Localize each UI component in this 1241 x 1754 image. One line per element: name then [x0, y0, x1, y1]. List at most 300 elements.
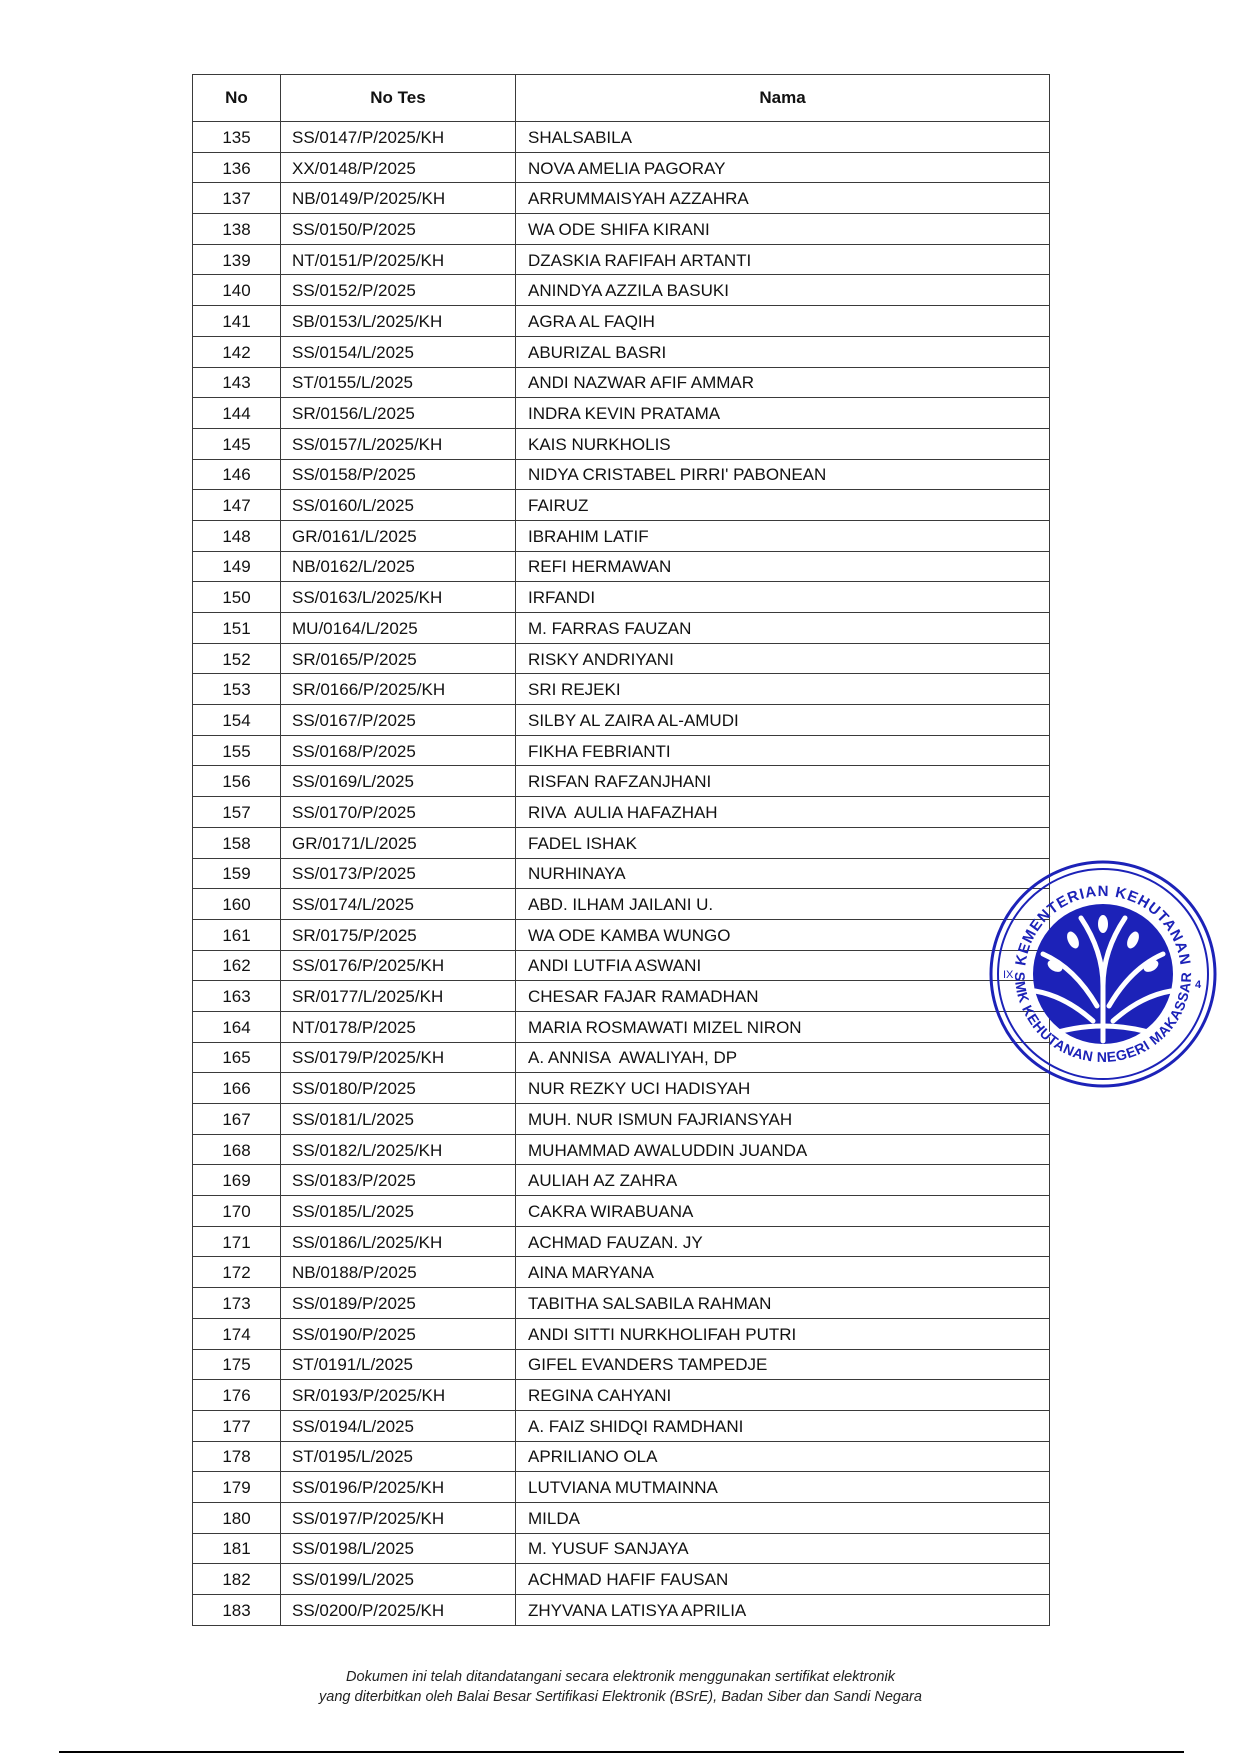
- cell-nama-text: AULIAH AZ ZAHRA: [528, 1171, 678, 1191]
- cell-no-text: 162: [222, 956, 251, 976]
- cell-no-tes: [281, 766, 516, 797]
- table-row: [193, 1196, 1050, 1227]
- table-row: [193, 613, 1050, 644]
- cell-no: [193, 950, 281, 981]
- cell-nama: [516, 551, 1050, 582]
- cell-no-tes: [281, 827, 516, 858]
- cell-no-tes-text: SR/0175/P/2025: [292, 925, 417, 945]
- cell-nama-text: ANINDYA AZZILA BASUKI: [528, 281, 729, 301]
- cell-nama: [516, 735, 1050, 766]
- cell-no-text: 167: [222, 1109, 251, 1129]
- table-row: [193, 1349, 1050, 1380]
- cell-no: [193, 705, 281, 736]
- cell-no: [193, 1104, 281, 1135]
- e-signature-notice: [0, 1667, 1241, 1707]
- cell-no: [193, 1410, 281, 1441]
- cell-nama-text: MILDA: [528, 1508, 580, 1528]
- cell-no: [193, 306, 281, 337]
- cell-no-text: 156: [222, 772, 251, 792]
- cell-no-tes-text: SS/0194/L/2025: [292, 1416, 414, 1436]
- stamp-left-mark: IX: [1003, 969, 1014, 981]
- cell-nama-text: NUR REZKY UCI HADISYAH: [528, 1079, 751, 1099]
- cell-no-tes-text: SS/0150/P/2025: [292, 219, 416, 239]
- cell-no-text: 155: [222, 741, 251, 761]
- cell-no-text: 178: [222, 1447, 251, 1467]
- cell-nama-text: ANDI LUTFIA ASWANI: [528, 956, 702, 976]
- table-row: [193, 981, 1050, 1012]
- cell-nama-text: A. ANNISA AWALIYAH, DP: [528, 1048, 738, 1068]
- table-row: [193, 766, 1050, 797]
- table-row: [193, 244, 1050, 275]
- cell-no-tes-text: NT/0178/P/2025: [292, 1017, 416, 1037]
- cell-no-tes: [281, 1502, 516, 1533]
- cell-no-tes-text: ST/0155/L/2025: [292, 373, 413, 393]
- cell-no: [193, 582, 281, 613]
- cell-no-tes: [281, 1472, 516, 1503]
- cell-no-tes-text: SS/0160/L/2025: [292, 496, 414, 516]
- cell-no: [193, 1073, 281, 1104]
- cell-no: [193, 1502, 281, 1533]
- table-row: [193, 858, 1050, 889]
- table-row: [193, 1073, 1050, 1104]
- cell-no-tes: [281, 1564, 516, 1595]
- cell-no: [193, 889, 281, 920]
- cell-nama: [516, 459, 1050, 490]
- cell-nama-text: APRILIANO OLA: [528, 1447, 658, 1467]
- cell-no-text: 150: [222, 588, 251, 608]
- cell-no-text: 153: [222, 680, 251, 700]
- cell-nama-text: NURHINAYA: [528, 864, 626, 884]
- table-row: [193, 214, 1050, 245]
- cell-nama: [516, 1410, 1050, 1441]
- cell-no: [193, 398, 281, 429]
- table-row: [193, 1318, 1050, 1349]
- school-stamp: [985, 856, 1221, 1092]
- cell-nama: [516, 1073, 1050, 1104]
- cell-no: [193, 122, 281, 153]
- table-row: [193, 1134, 1050, 1165]
- cell-nama: [516, 582, 1050, 613]
- cell-no-text: 166: [222, 1079, 251, 1099]
- table-row: [193, 1165, 1050, 1196]
- cell-no: [193, 613, 281, 644]
- cell-no-tes-text: SS/0186/L/2025/KH: [292, 1232, 443, 1252]
- cell-nama-text: M. YUSUF SANJAYA: [528, 1539, 689, 1559]
- cell-no-tes-text: SS/0182/L/2025/KH: [292, 1140, 443, 1160]
- cell-no-tes: [281, 1288, 516, 1319]
- cell-no-tes-text: SS/0200/P/2025/KH: [292, 1600, 445, 1620]
- cell-no-tes-text: SS/0154/L/2025: [292, 342, 414, 362]
- cell-nama: [516, 306, 1050, 337]
- table-row: [193, 1502, 1050, 1533]
- cell-nama-text: NOVA AMELIA PAGORAY: [528, 158, 726, 178]
- cell-no-tes: [281, 1134, 516, 1165]
- cell-no-tes-text: NB/0149/P/2025/KH: [292, 189, 446, 209]
- cell-no-tes-text: ST/0195/L/2025: [292, 1447, 413, 1467]
- cell-no-tes: [281, 1226, 516, 1257]
- cell-nama: [516, 1349, 1050, 1380]
- cell-no-tes: [281, 1042, 516, 1073]
- cell-no-tes: [281, 981, 516, 1012]
- cell-nama-text: M. FARRAS FAUZAN: [528, 618, 692, 638]
- cell-no: [193, 643, 281, 674]
- cell-no-tes-text: SS/0167/P/2025: [292, 710, 416, 730]
- table-row: [193, 1564, 1050, 1595]
- cell-nama: [516, 367, 1050, 398]
- cell-nama: [516, 275, 1050, 306]
- cell-nama: [516, 950, 1050, 981]
- cell-nama-text: ANDI NAZWAR AFIF AMMAR: [528, 373, 755, 393]
- table-row: [193, 183, 1050, 214]
- table-row: [193, 490, 1050, 521]
- cell-no-tes: [281, 1349, 516, 1380]
- table-row: [193, 1595, 1050, 1626]
- cell-no-text: 174: [222, 1324, 251, 1344]
- cell-no-tes-text: SS/0190/P/2025: [292, 1324, 416, 1344]
- cell-no-tes-text: SS/0163/L/2025/KH: [292, 588, 443, 608]
- cell-nama: [516, 490, 1050, 521]
- cell-no: [193, 367, 281, 398]
- cell-nama-text: A. FAIZ SHIDQI RAMDHANI: [528, 1416, 744, 1436]
- cell-no-tes-text: NB/0188/P/2025: [292, 1263, 417, 1283]
- cell-nama-text: ZHYVANA LATISYA APRILIA: [528, 1600, 747, 1620]
- table-row: [193, 674, 1050, 705]
- cell-nama: [516, 214, 1050, 245]
- cell-no-text: 173: [222, 1293, 251, 1313]
- table-row: [193, 889, 1050, 920]
- cell-no-text: 168: [222, 1140, 251, 1160]
- cell-no-tes-text: SR/0177/L/2025/KH: [292, 987, 444, 1007]
- cell-no-tes: [281, 490, 516, 521]
- cell-no-text: 169: [222, 1171, 251, 1191]
- table-row: [193, 1042, 1050, 1073]
- cell-no-text: 141: [222, 311, 251, 331]
- cell-no-tes: [281, 336, 516, 367]
- cell-nama-text: SRI REJEKI: [528, 680, 621, 700]
- cell-no-text: 177: [222, 1416, 251, 1436]
- cell-no: [193, 1257, 281, 1288]
- cell-no-tes: [281, 674, 516, 705]
- cell-no-text: 176: [222, 1386, 251, 1406]
- cell-nama-text: RIVA AULIA HAFAZHAH: [528, 802, 718, 822]
- cell-nama-text: RISKY ANDRIYANI: [528, 649, 674, 669]
- header-no: No: [193, 75, 281, 122]
- stamp-bottom-text: SMK KEHUTANAN NEGERI MAKASSAR: [1011, 971, 1195, 1066]
- header-nama: Nama: [516, 75, 1050, 122]
- cell-no: [193, 1533, 281, 1564]
- cell-no-text: 172: [222, 1263, 251, 1283]
- cell-no-tes: [281, 858, 516, 889]
- cell-no-text: 154: [222, 710, 251, 730]
- cell-no: [193, 1595, 281, 1626]
- e-signature-line-2: yang diterbitkan oleh Balai Besar Sertifikasi Elektronik (BSrE), Badan Siber dan Sandi Negara: [319, 1689, 922, 1705]
- cell-nama: [516, 1595, 1050, 1626]
- cell-nama: [516, 398, 1050, 429]
- table-row: [193, 398, 1050, 429]
- cell-no: [193, 1349, 281, 1380]
- cell-nama-text: FAIRUZ: [528, 496, 589, 516]
- cell-nama: [516, 1472, 1050, 1503]
- cell-nama: [516, 674, 1050, 705]
- participant-table: [192, 74, 1050, 1626]
- cell-nama-text: SILBY AL ZAIRA AL-AMUDI: [528, 710, 739, 730]
- cell-no-tes: [281, 459, 516, 490]
- cell-no-text: 147: [222, 496, 251, 516]
- cell-nama: [516, 827, 1050, 858]
- cell-no-tes: [281, 1595, 516, 1626]
- cell-no-text: 160: [222, 895, 251, 915]
- cell-no-text: 164: [222, 1017, 251, 1037]
- cell-no-tes-text: GR/0161/L/2025: [292, 526, 417, 546]
- cell-no-tes-text: SR/0193/P/2025/KH: [292, 1386, 446, 1406]
- table-row: [193, 428, 1050, 459]
- cell-nama: [516, 1288, 1050, 1319]
- cell-no-text: 142: [222, 342, 251, 362]
- cell-no-text: 179: [222, 1478, 251, 1498]
- table-row: [193, 827, 1050, 858]
- table-row: [193, 1288, 1050, 1319]
- cell-no-tes-text: SS/0181/L/2025: [292, 1109, 414, 1129]
- cell-nama-text: FADEL ISHAK: [528, 833, 637, 853]
- cell-nama-text: ABURIZAL BASRI: [528, 342, 667, 362]
- cell-nama: [516, 766, 1050, 797]
- table-row: [193, 1011, 1050, 1042]
- cell-nama-text: GIFEL EVANDERS TAMPEDJE: [528, 1355, 768, 1375]
- table-row: [193, 705, 1050, 736]
- cell-no-tes: [281, 1165, 516, 1196]
- cell-no: [193, 428, 281, 459]
- cell-no-tes: [281, 1441, 516, 1472]
- cell-no-text: 144: [222, 404, 251, 424]
- cell-nama-text: ACHMAD FAUZAN. JY: [528, 1232, 703, 1252]
- cell-no-tes-text: SS/0197/P/2025/KH: [292, 1508, 445, 1528]
- table-row: [193, 1226, 1050, 1257]
- cell-no-text: 159: [222, 864, 251, 884]
- cell-no: [193, 1196, 281, 1227]
- cell-no: [193, 674, 281, 705]
- cell-no-text: 158: [222, 833, 251, 853]
- cell-nama: [516, 1011, 1050, 1042]
- cell-nama-text: IBRAHIM LATIF: [528, 526, 649, 546]
- cell-nama-text: MARIA ROSMAWATI MIZEL NIRON: [528, 1017, 802, 1037]
- cell-no-text: 181: [222, 1539, 251, 1559]
- cell-nama-text: ABD. ILHAM JAILANI U.: [528, 895, 714, 915]
- cell-no-text: 175: [222, 1355, 251, 1375]
- cell-nama: [516, 889, 1050, 920]
- cell-no-tes-text: SS/0176/P/2025/KH: [292, 956, 445, 976]
- cell-no-text: 180: [222, 1508, 251, 1528]
- cell-no: [193, 1134, 281, 1165]
- cell-nama-text: IRFANDI: [528, 588, 596, 608]
- cell-no-tes: [281, 152, 516, 183]
- table-row: [193, 1533, 1050, 1564]
- cell-no-tes-text: SR/0156/L/2025: [292, 404, 415, 424]
- cell-no-tes-text: SS/0189/P/2025: [292, 1293, 416, 1313]
- cell-no: [193, 1288, 281, 1319]
- cell-no-text: 152: [222, 649, 251, 669]
- cell-no-tes: [281, 520, 516, 551]
- cell-no-tes: [281, 1104, 516, 1135]
- cell-nama: [516, 1226, 1050, 1257]
- cell-nama: [516, 336, 1050, 367]
- table-row: [193, 275, 1050, 306]
- cell-no-tes-text: GR/0171/L/2025: [292, 833, 417, 853]
- cell-nama-text: WA ODE SHIFA KIRANI: [528, 219, 710, 239]
- cell-no: [193, 1380, 281, 1411]
- cell-no-text: 139: [222, 250, 251, 270]
- cell-nama: [516, 705, 1050, 736]
- table-row: [193, 582, 1050, 613]
- table-row: [193, 1441, 1050, 1472]
- cell-nama-text: RISFAN RAFZANJHANI: [528, 772, 712, 792]
- cell-nama-text: NIDYA CRISTABEL PIRRI' PABONEAN: [528, 465, 827, 485]
- cell-no-text: 146: [222, 465, 251, 485]
- cell-no-tes-text: SS/0158/P/2025: [292, 465, 416, 485]
- cell-no-text: 140: [222, 281, 251, 301]
- cell-no-tes: [281, 582, 516, 613]
- cell-no-tes: [281, 428, 516, 459]
- cell-no-tes: [281, 1073, 516, 1104]
- cell-nama: [516, 1533, 1050, 1564]
- cell-nama-text: CHESAR FAJAR RAMADHAN: [528, 987, 759, 1007]
- cell-no-tes: [281, 643, 516, 674]
- cell-nama: [516, 1380, 1050, 1411]
- cell-no: [193, 336, 281, 367]
- cell-nama: [516, 1564, 1050, 1595]
- cell-no-tes: [281, 1011, 516, 1042]
- cell-nama-text: CAKRA WIRABUANA: [528, 1201, 694, 1221]
- cell-nama-text: FIKHA FEBRIANTI: [528, 741, 671, 761]
- cell-no-tes-text: SS/0198/L/2025: [292, 1539, 414, 1559]
- cell-no: [193, 919, 281, 950]
- cell-no-text: 163: [222, 987, 251, 1007]
- cell-no-tes: [281, 183, 516, 214]
- cell-no-tes: [281, 919, 516, 950]
- cell-no: [193, 490, 281, 521]
- stamp-right-mark: 4: [1195, 979, 1202, 991]
- cell-no: [193, 459, 281, 490]
- cell-no-text: 183: [222, 1600, 251, 1620]
- cell-no-tes: [281, 551, 516, 582]
- cell-nama-text: DZASKIA RAFIFAH ARTANTI: [528, 250, 752, 270]
- cell-nama-text: REGINA CAHYANI: [528, 1386, 672, 1406]
- cell-no: [193, 1564, 281, 1595]
- cell-no-tes-text: SS/0196/P/2025/KH: [292, 1478, 445, 1498]
- cell-no-tes-text: SR/0165/P/2025: [292, 649, 417, 669]
- cell-no-tes-text: SS/0179/P/2025/KH: [292, 1048, 445, 1068]
- cell-no-tes: [281, 306, 516, 337]
- cell-no-tes-text: SS/0180/P/2025: [292, 1079, 416, 1099]
- header-no-tes: No Tes: [281, 75, 516, 122]
- cell-nama: [516, 1196, 1050, 1227]
- cell-nama-text: LUTVIANA MUTMAINNA: [528, 1478, 718, 1498]
- cell-nama-text: ARRUMMAISYAH AZZAHRA: [528, 189, 749, 209]
- cell-no: [193, 152, 281, 183]
- cell-no-tes-text: SS/0169/L/2025: [292, 772, 414, 792]
- cell-no-tes: [281, 1533, 516, 1564]
- cell-nama-text: MUH. NUR ISMUN FAJRIANSYAH: [528, 1109, 793, 1129]
- cell-no-tes-text: MU/0164/L/2025: [292, 618, 418, 638]
- cell-no: [193, 735, 281, 766]
- cell-no: [193, 827, 281, 858]
- cell-no: [193, 981, 281, 1012]
- cell-nama: [516, 1165, 1050, 1196]
- cell-no-text: 151: [222, 618, 251, 638]
- cell-no-text: 145: [222, 434, 251, 454]
- cell-no-tes-text: SS/0157/L/2025/KH: [292, 434, 443, 454]
- cell-no-tes: [281, 1318, 516, 1349]
- table-row: [193, 551, 1050, 582]
- cell-no-text: 136: [222, 158, 251, 178]
- cell-no-text: 182: [222, 1570, 251, 1590]
- cell-nama-text: AINA MARYANA: [528, 1263, 654, 1283]
- cell-nama-text: WA ODE KAMBA WUNGO: [528, 925, 731, 945]
- table-row: [193, 735, 1050, 766]
- cell-no-text: 138: [222, 219, 251, 239]
- table-row: [193, 1380, 1050, 1411]
- cell-nama: [516, 1134, 1050, 1165]
- cell-no-tes-text: SB/0153/L/2025/KH: [292, 311, 443, 331]
- cell-no-tes-text: SS/0170/P/2025: [292, 802, 416, 822]
- table-row: [193, 919, 1050, 950]
- cell-no: [193, 797, 281, 828]
- cell-no-tes: [281, 244, 516, 275]
- cell-nama: [516, 1104, 1050, 1135]
- cell-nama: [516, 1318, 1050, 1349]
- cell-nama: [516, 428, 1050, 459]
- cell-no-tes: [281, 1196, 516, 1227]
- table-row: [193, 797, 1050, 828]
- cell-nama: [516, 643, 1050, 674]
- cell-no-text: 143: [222, 373, 251, 393]
- cell-no-tes: [281, 735, 516, 766]
- cell-no: [193, 551, 281, 582]
- cell-no-tes: [281, 367, 516, 398]
- cell-no-tes: [281, 1257, 516, 1288]
- cell-no: [193, 1165, 281, 1196]
- cell-nama: [516, 919, 1050, 950]
- cell-no: [193, 244, 281, 275]
- cell-no-tes: [281, 705, 516, 736]
- cell-nama: [516, 797, 1050, 828]
- cell-no: [193, 183, 281, 214]
- cell-nama: [516, 981, 1050, 1012]
- cell-no-text: 149: [222, 557, 251, 577]
- cell-nama: [516, 1502, 1050, 1533]
- cell-no-tes-text: ST/0191/L/2025: [292, 1355, 413, 1375]
- cell-nama: [516, 1257, 1050, 1288]
- table-row: [193, 306, 1050, 337]
- cell-no-tes: [281, 214, 516, 245]
- cell-nama: [516, 152, 1050, 183]
- cell-nama: [516, 1042, 1050, 1073]
- cell-nama: [516, 613, 1050, 644]
- cell-no-text: 137: [222, 189, 251, 209]
- table-row: [193, 1257, 1050, 1288]
- cell-no-tes-text: SS/0174/L/2025: [292, 895, 414, 915]
- cell-nama-text: ANDI SITTI NURKHOLIFAH PUTRI: [528, 1324, 797, 1344]
- table-row: [193, 643, 1050, 674]
- cell-nama: [516, 520, 1050, 551]
- page-bottom-divider: [59, 1751, 1184, 1753]
- cell-nama-text: MUHAMMAD AWALUDDIN JUANDA: [528, 1140, 808, 1160]
- cell-no-text: 161: [222, 925, 251, 945]
- table-row: [193, 950, 1050, 981]
- cell-no-tes: [281, 398, 516, 429]
- cell-nama: [516, 858, 1050, 889]
- cell-nama-text: TABITHA SALSABILA RAHMAN: [528, 1293, 772, 1313]
- cell-no-tes-text: SS/0185/L/2025: [292, 1201, 414, 1221]
